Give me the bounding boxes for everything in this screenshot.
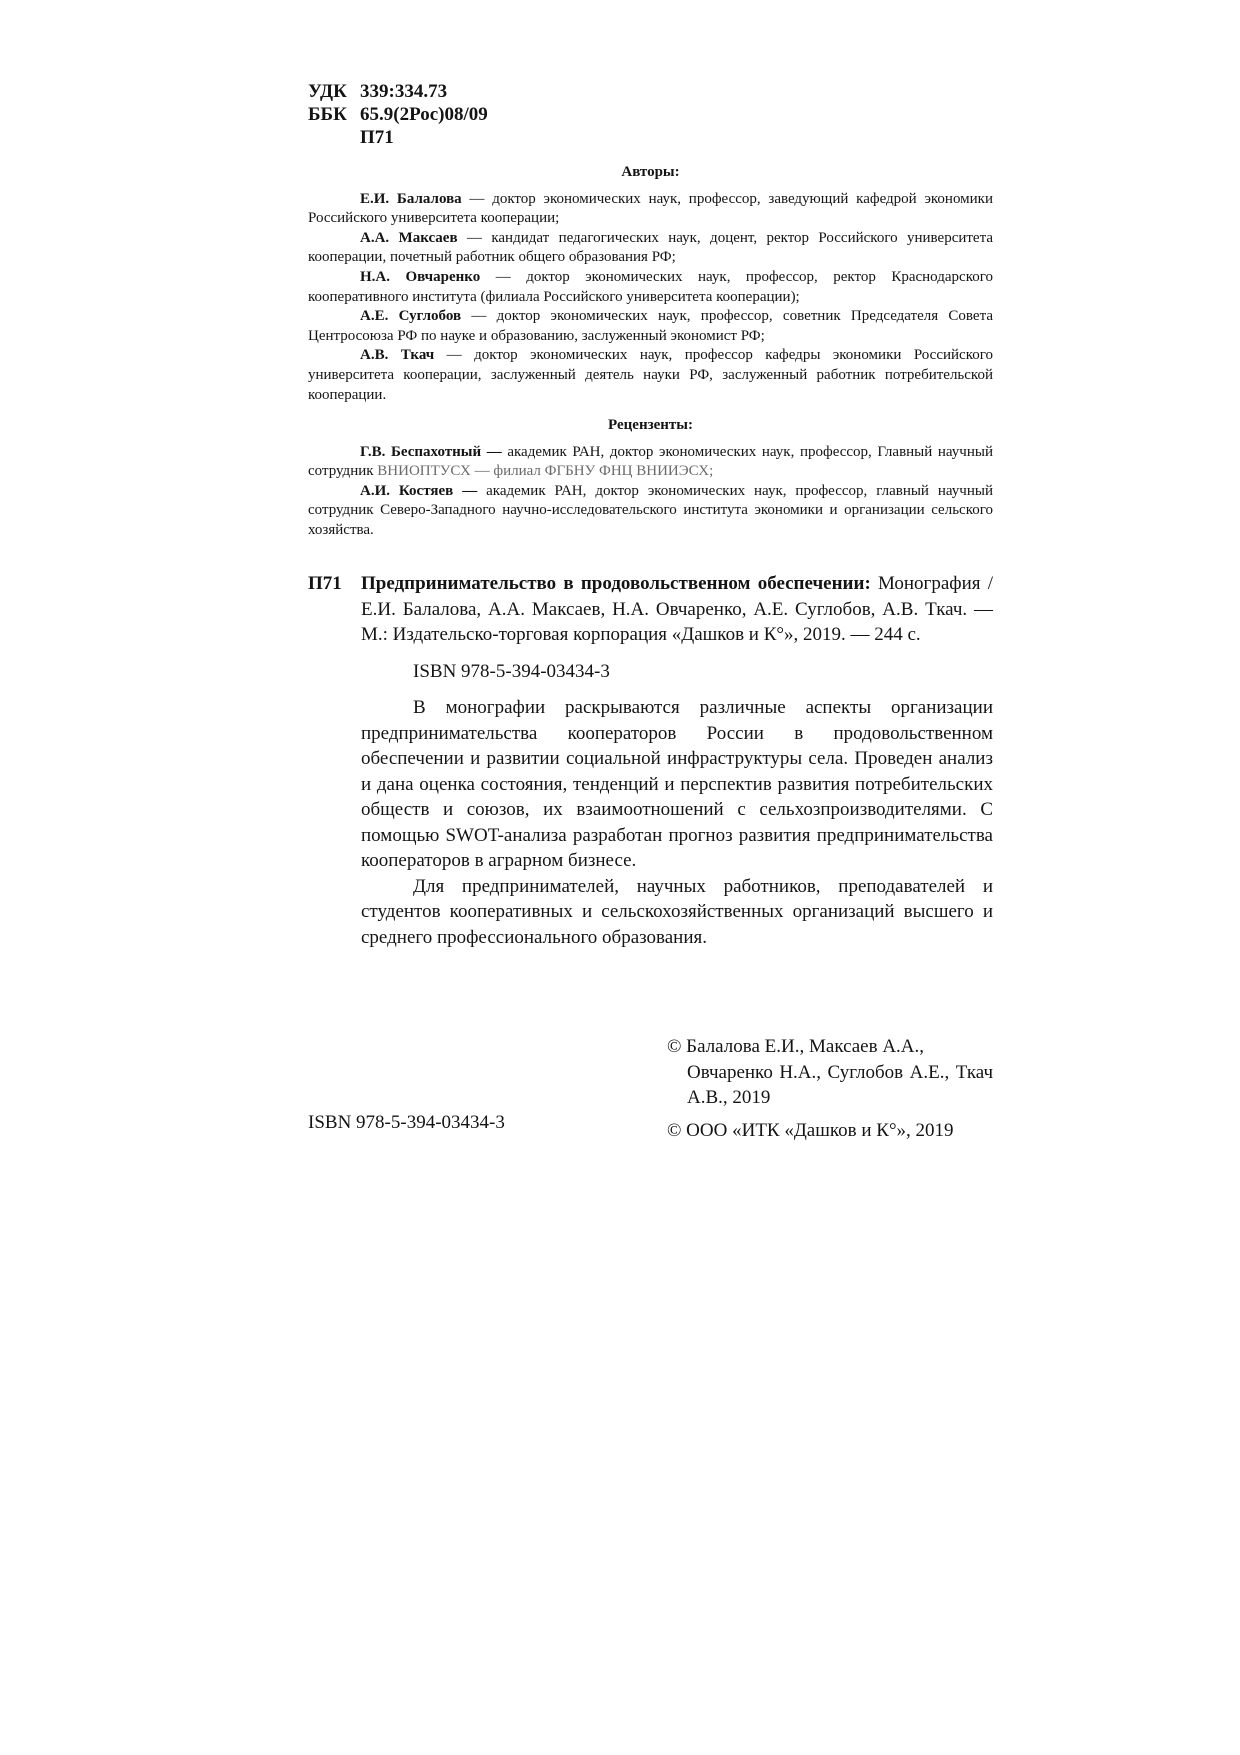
copyright-authors-line2: Овчаренко Н.А., Суглобов А.Е., Ткач А.В., 2019 [687, 1061, 993, 1108]
entry-details: Монография / Е.И. Балалова, А.А. Максаев, Н.А. Овчаренко, А.Е. Суглобов, А.В. Ткач. — М.: Издательско-торговая корпорация «Дашков и К°», 2019. — 244 с. [361, 573, 993, 645]
reviewer-description: академик РАН, доктор экономических наук, профессор, главный научный сотрудник Северо-Западного научно-исследовательского института экономики и организации сельского хозяйства. [308, 482, 993, 538]
reviewers-heading: Рецензенты: [608, 417, 693, 433]
author-name: А.А. Максаев [360, 229, 458, 246]
author-name: Н.А. Овчаренко [360, 268, 481, 285]
author-entry [308, 190, 993, 229]
author-description: — доктор экономических наук, профессор, ректор Краснодарского кооперативного института (филиала Российского университета кооперации); [308, 268, 993, 305]
author-entry [308, 229, 993, 268]
abstract-paragraph: В монографии раскрываются различные аспекты организации предпринимательства кооператоров России в продовольственном обеспечении и развитии социальной инфраструктуры села. Проведен анализ и дана оценка состояния, тенденций и перспектив развития потребительских обществ и союзов, их взаимоотношений с сельхозпроизводителями. С помощью SWOT-анализа разработан прогноз развития предпринимательства кооператоров в аграрном бизнесе. [361, 697, 993, 871]
bbk-label: ББК [308, 104, 347, 125]
copyright-block [667, 1034, 993, 1143]
entry-description [361, 571, 993, 648]
author-description: — доктор экономических наук, профессор, заведующий кафедрой экономики Российского университета кооперации; [308, 190, 993, 227]
authors-heading: Авторы: [621, 164, 680, 180]
author-entry [308, 346, 993, 405]
reviewers-section [308, 416, 993, 541]
udk-label: УДК [308, 81, 347, 102]
abstract [361, 695, 993, 950]
authors-section [308, 163, 993, 405]
classification-block [308, 80, 488, 149]
book-title: Предпринимательство в продовольственном обеспечении: [361, 573, 871, 594]
audience-paragraph: Для предпринимателей, научных работников, преподавателей и студентов кооперативных и сельскохозяйственных организаций высшего и среднего профессионального образования. [361, 875, 993, 948]
author-mark: П71 [360, 127, 394, 148]
reviewer-description: академик РАН, доктор экономических наук, профессор, Главный научный сотрудник [308, 443, 993, 480]
bbk-value: 65.9(2Рос)08/09 [360, 104, 488, 125]
entry-code: П71 [308, 573, 342, 594]
author-entry [308, 268, 993, 307]
author-description: — доктор экономических наук, профессор, советник Председателя Совета Центросоюза РФ по науке и образованию, заслуженный экономист РФ; [308, 308, 993, 344]
reviewer-institution: ВНИОПТУСХ — филиал ФГБНУ ФНЦ ВНИИЭСХ; [377, 463, 714, 480]
bibliographic-entry [361, 571, 993, 950]
reviewer-name: Г.В. Беспахотный — [360, 443, 502, 460]
author-entry [308, 307, 993, 346]
author-description: — доктор экономических наук, профессор кафедры экономики Российского университета кооперации, заслуженный деятель науки РФ, заслуженный работник потребительской кооперации. [308, 347, 994, 403]
footer-isbn: ISBN 978-5-394-03434-3 [308, 1112, 505, 1133]
reviewer-entry [308, 482, 993, 541]
author-name: А.В. Ткач [360, 347, 435, 364]
reviewer-name: А.И. Костяев — [360, 482, 478, 499]
udk-value: 339:334.73 [360, 81, 448, 102]
bbk-row [308, 103, 488, 126]
author-name: А.Е. Суглобов [360, 308, 462, 325]
author-description: — кандидат педагогических наук, доцент, ректор Российского университета кооперации, почетный работник общего образования РФ; [308, 229, 993, 266]
copyright-authors-line1: © Балалова Е.И., Максаев А.А., [667, 1036, 925, 1057]
entry-isbn: ISBN 978-5-394-03434-3 [413, 660, 610, 682]
author-name: Е.И. Балалова [360, 190, 462, 207]
copyright-publisher: © ООО «ИТК «Дашков и К°», 2019 [667, 1119, 954, 1141]
udk-row [308, 80, 488, 103]
reviewer-entry [308, 443, 993, 482]
